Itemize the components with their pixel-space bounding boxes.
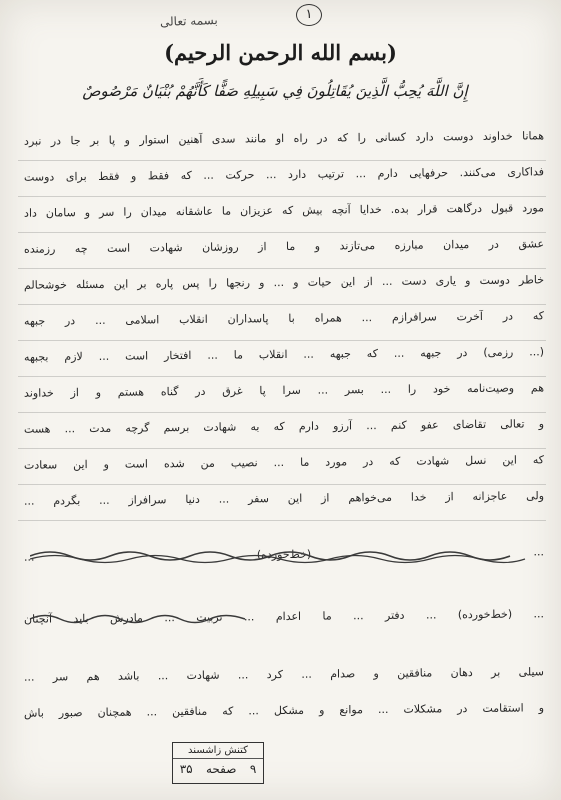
body-line: و استقامت در مشکلات ... موانع و مشکل ... که منافقین ... همچنان صبور باش xyxy=(23,701,545,720)
body-line: خاطر دوست و یاری دست ... از این حیات و ... و رنجها را پس پاره بر این مسئله خوشحالم xyxy=(23,273,545,292)
rule-line xyxy=(18,484,546,485)
archive-stamp xyxy=(172,742,264,784)
crossed-line: ... (خط‌خورده) ... دفتر ... ما اعدام ... تربیت ... مادرش باید آنچنان xyxy=(23,607,545,626)
basmala-heading: (بسم الله الرحمن الرحیم) xyxy=(164,40,397,65)
body-line: (... رزمی) در جبهه ... که جبهه ... انقلاب ما ... افتخار است ... لازم بجبهه xyxy=(23,345,545,364)
body-line: عشق در میدان مبارزه می‌تازند و ما از روزشان شهادت است چه رزمنده xyxy=(23,237,545,256)
rule-line xyxy=(18,340,546,341)
rule-line xyxy=(18,520,546,521)
stamp-title: کتنش زاشسند xyxy=(173,743,263,759)
body-line: همانا خداوند دوست دارد کسانی را که در راه او مانند سدی آهنین استوار و پا بر جا در نبرد xyxy=(23,129,545,148)
crossed-line: ... (خط‌خورده) ... xyxy=(23,545,545,564)
quran-verse: إِنَّ اللَّهَ يُحِبُّ الَّذِينَ يُقَاتِلُونَ فِي سَبِيلِهِ صَفًّا كَأَنَّهُمْ بُنْيَانٌ مَرْصُوصٌ xyxy=(82,82,468,100)
rule-line xyxy=(18,160,546,161)
rule-line xyxy=(18,268,546,269)
rule-line xyxy=(18,304,546,305)
body-line: که این نسل شهادت که در مورد ما ... نصیب من شده است و این سعادت xyxy=(23,453,545,472)
body-line: که در آخرت سرافرازم ... همراه با پاسداران انقلاب اسلامی ... در جبهه xyxy=(23,309,545,328)
body-line: سیلی بر دهان منافقین و صدام ... کرد ... شهادت ... باشد هم سر ... xyxy=(23,665,545,684)
stamp-code: ۳۵ xyxy=(179,762,193,776)
rule-line xyxy=(18,448,546,449)
body-line: و تعالی تقاضای عفو کنم ... آرزو دارم که به شهادت برسم گرچه مدت ... هست xyxy=(23,417,545,436)
scribble-strikethrough xyxy=(30,548,530,556)
stamp-page-label: صفحه xyxy=(205,762,237,776)
rule-line xyxy=(18,232,546,233)
body-line: هم وصیت‌نامه خود را ... بسر ... سرا پا غرق در گناه هستم و از خداوند xyxy=(23,381,545,400)
scribble-strikethrough xyxy=(30,612,250,620)
body-line: مورد قبول درگاهت قرار بده. خدایا آنچه بیش که عزیزان ما عاشقانه میدان را سر و سامان داد xyxy=(23,201,545,220)
rule-line xyxy=(18,376,546,377)
rule-line xyxy=(18,412,546,413)
stamp-page-value: ۹ xyxy=(249,762,257,776)
corner-note: بسمه تعالی xyxy=(159,12,218,30)
body-line: فداکاری می‌کنند. حرفهایی دارم ... ترتیب دارد ... حرکت ... که فقط و فقط برای دوست xyxy=(23,165,545,184)
body-line: ولی عاجزانه از خدا می‌خواهم از این سفر ... دنیا سرافراز ... بگردم ... xyxy=(23,489,545,508)
rule-line xyxy=(18,196,546,197)
page-number: ۱ xyxy=(296,4,322,26)
